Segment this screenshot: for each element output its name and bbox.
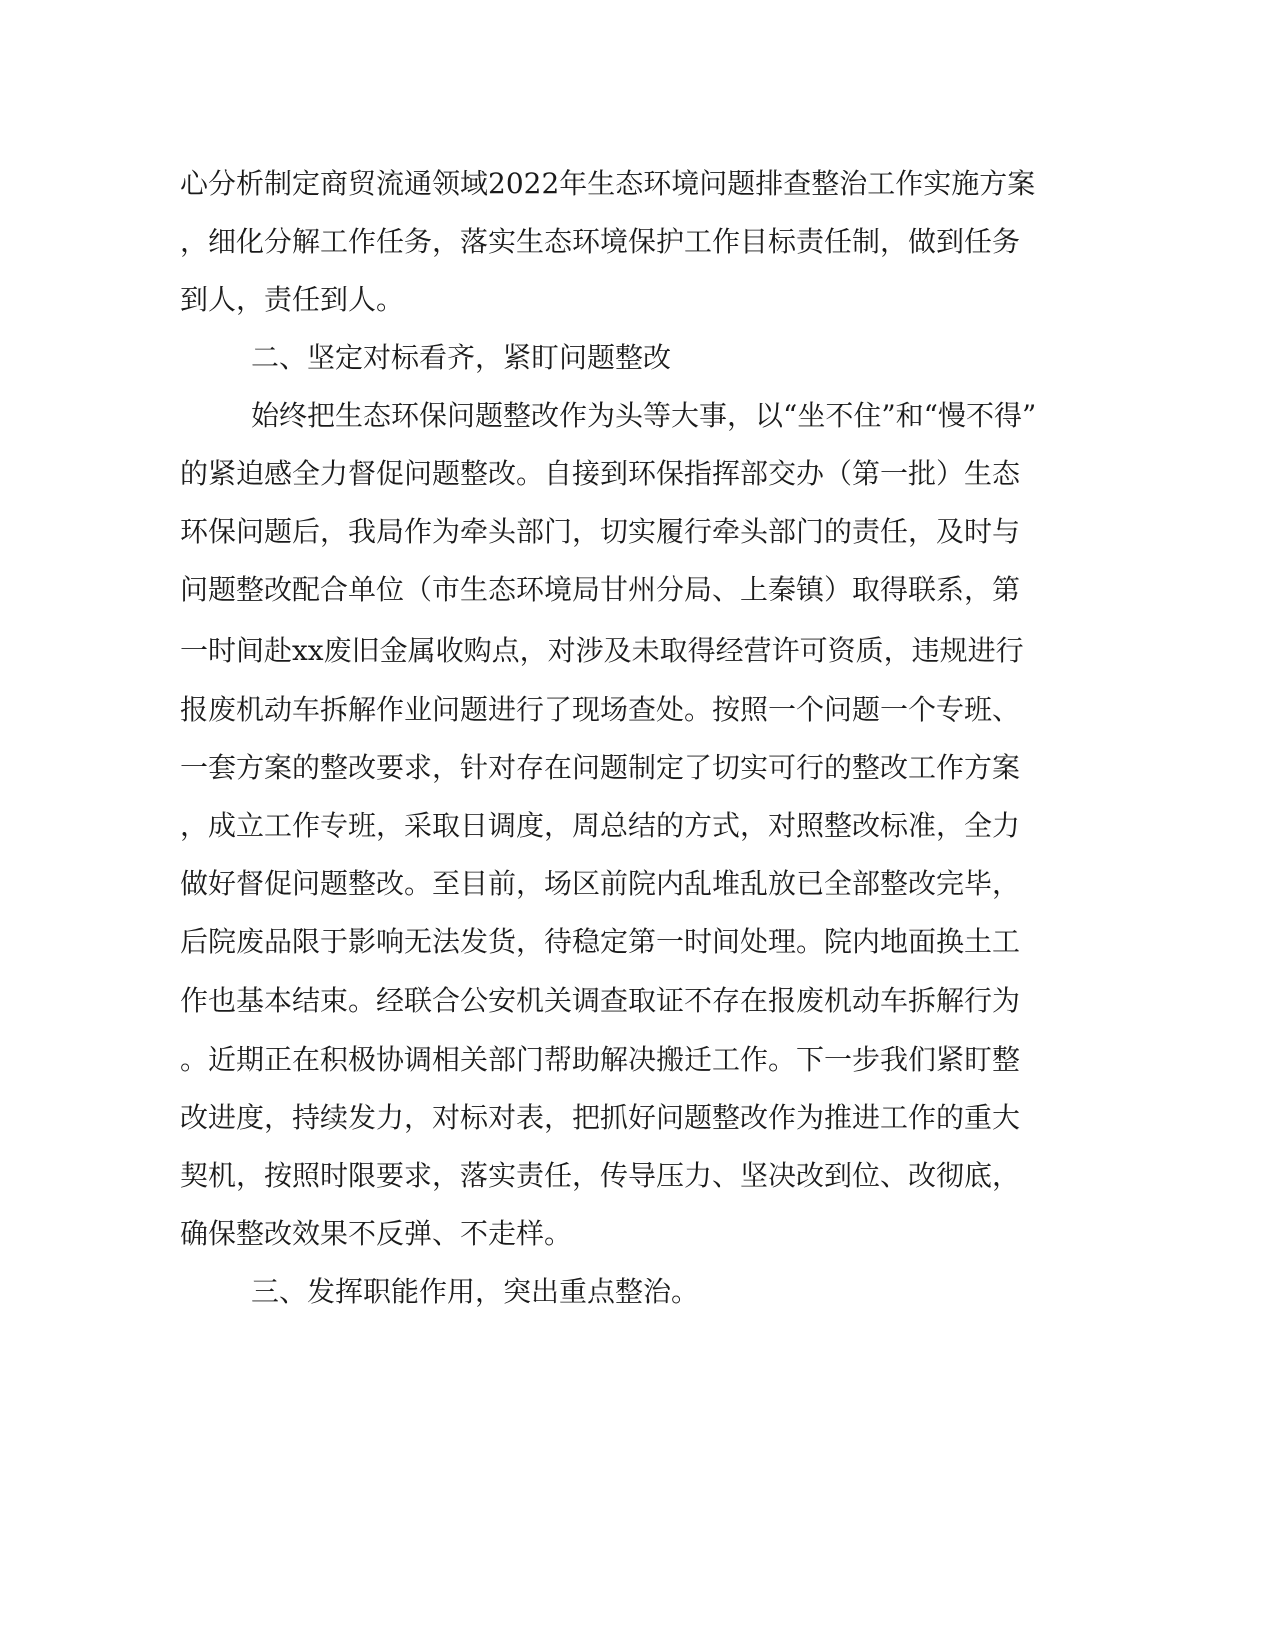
body-text-line: 一时间赴xx废旧金属收购点，对涉及未取得经营许可资质，违规进行 <box>180 634 1024 667</box>
body-text-line: 改进度，持续发力，对标对表，把抓好问题整改作为推进工作的重大 <box>180 1101 1021 1134</box>
section-heading: 三、发挥职能作用，突出重点整治。 <box>251 1275 700 1308</box>
section-heading: 二、坚定对标看齐，紧盯问题整改 <box>251 341 672 374</box>
body-text-line: ，细化分解工作任务，落实生态环境保护工作目标责任制，做到任务 <box>180 225 1021 258</box>
body-text-line: 契机，按照时限要求，落实责任，传导压力、坚决改到位、改彻底， <box>180 1159 1021 1192</box>
body-text-line: 始终把生态环保问题整改作为头等大事，以“坐不住”和“慢不得” <box>251 399 1037 432</box>
body-text-line: 到人，责任到人。 <box>180 283 405 316</box>
body-text-line: 。近期正在积极协调相关部门帮助解决搬迁工作。下一步我们紧盯整 <box>180 1043 1021 1076</box>
body-text-line: 问题整改配合单位（市生态环境局甘州分局、上秦镇）取得联系，第 <box>180 573 1021 606</box>
body-text-line: 的紧迫感全力督促问题整改。自接到环保指挥部交办（第一批）生态 <box>180 457 1021 490</box>
body-text-line: 后院废品限于影响无法发货，待稳定第一时间处理。院内地面换土工 <box>180 925 1021 958</box>
body-text-line: 报废机动车拆解作业问题进行了现场查处。按照一个问题一个专班、 <box>180 693 1021 726</box>
body-text-line: 作也基本结束。经联合公安机关调查取证不存在报废机动车拆解行为 <box>180 984 1021 1017</box>
body-text-line: 环保问题后，我局作为牵头部门，切实履行牵头部门的责任，及时与 <box>180 515 1021 548</box>
body-text-line: ，成立工作专班，采取日调度，周总结的方式，对照整改标准，全力 <box>180 809 1021 842</box>
body-text-line: 做好督促问题整改。至目前，场区前院内乱堆乱放已全部整改完毕， <box>180 867 1021 900</box>
body-text-line: 确保整改效果不反弹、不走样。 <box>180 1217 573 1250</box>
body-text-line: 心分析制定商贸流通领域2022年生态环境问题排查整治工作实施方案 <box>180 167 1036 200</box>
body-text-line: 一套方案的整改要求，针对存在问题制定了切实可行的整改工作方案 <box>180 751 1021 784</box>
